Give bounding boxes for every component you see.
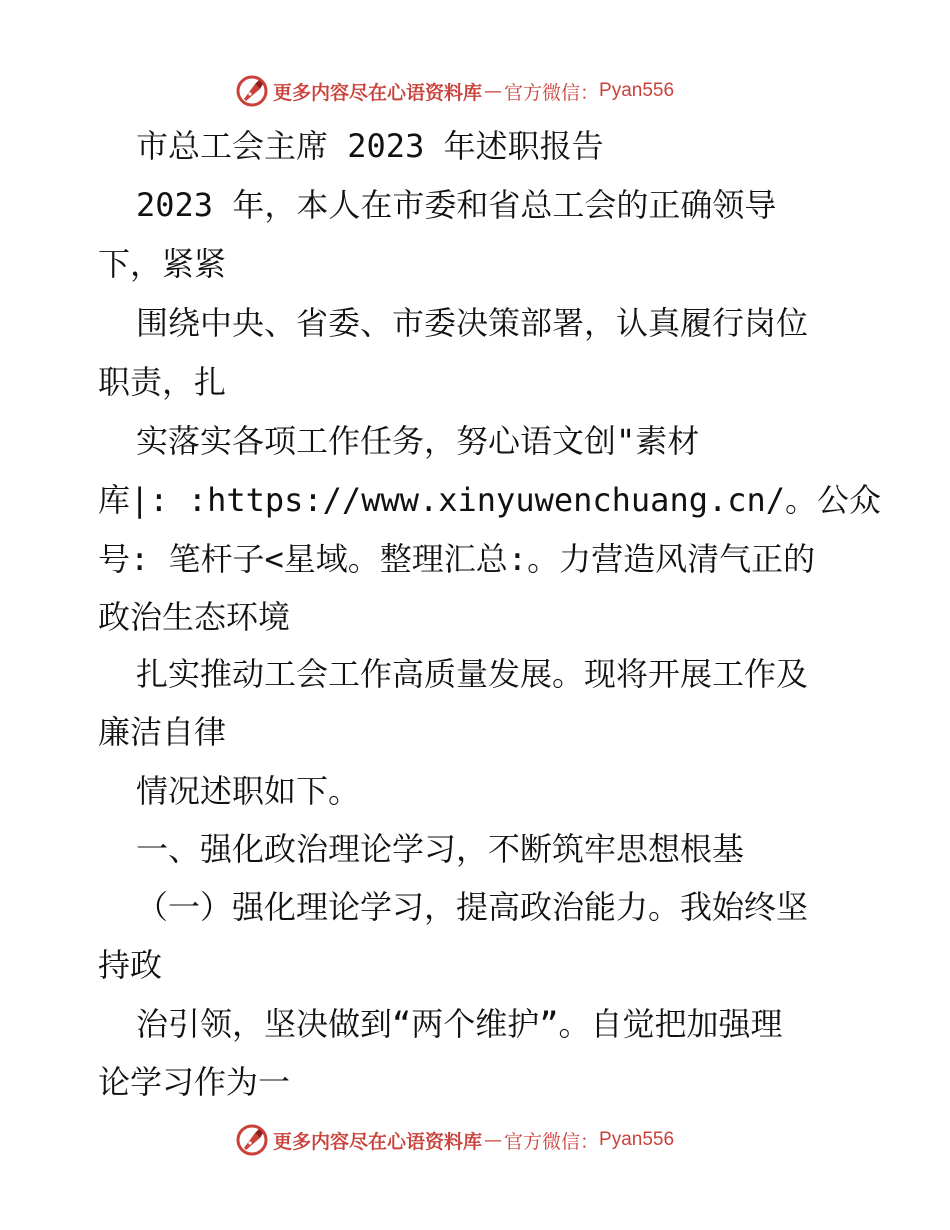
text-line: 情况述职如下。 [136, 772, 361, 810]
pen-nib-logo-icon [235, 74, 269, 108]
text-line: 围绕中央、省委、市委决策部署，认真履行岗位 [136, 304, 809, 342]
text-line: 号: 笔杆子<星域。整理汇总:。力营造风清气正的 [98, 540, 816, 578]
text-line: 治引领，坚决做到“两个维护”。自觉把加强理 [136, 1005, 783, 1043]
text-line: 论学习作为一 [98, 1063, 291, 1101]
subsection-heading: （一）强化理论学习，提高政治能力。我始终坚 [136, 888, 809, 926]
section-heading: 一、强化政治理论学习，不断筑牢思想根基 [136, 830, 745, 868]
watermark-dash: — [484, 80, 503, 102]
watermark-label: 官方微信： [504, 1130, 600, 1153]
watermark-brand: 更多内容尽在心语资料库 [273, 81, 483, 104]
document-title: 市总工会主席 2023 年述职报告 [136, 127, 604, 165]
text-line: 实落实各项工作任务，努心语文创"素材 [136, 422, 700, 460]
watermark-label: 官方微信： [504, 81, 600, 104]
text-line: 廉洁自律 [98, 713, 227, 751]
text-line: 库|: :https://www.xinyuwenchuang.cn/。公众 [98, 481, 882, 519]
text-line: 2023 年，本人在市委和省总工会的正确领导 [136, 186, 777, 224]
pen-nib-logo-icon [235, 1123, 269, 1157]
text-line: 政治生态环境 [98, 598, 291, 636]
text-line: 职责，扎 [98, 363, 227, 401]
text-line: 持政 [98, 946, 163, 984]
text-line: 下，紧紧 [98, 245, 227, 283]
footer-watermark [235, 1120, 674, 1160]
watermark-brand: 更多内容尽在心语资料库 [273, 1130, 483, 1153]
watermark-account: Pyan556 [599, 80, 675, 101]
watermark-account: Pyan556 [599, 1129, 675, 1150]
watermark-dash: — [484, 1129, 503, 1151]
text-line: 扎实推动工会工作高质量发展。现将开展工作及 [136, 655, 809, 693]
header-watermark [235, 71, 674, 111]
